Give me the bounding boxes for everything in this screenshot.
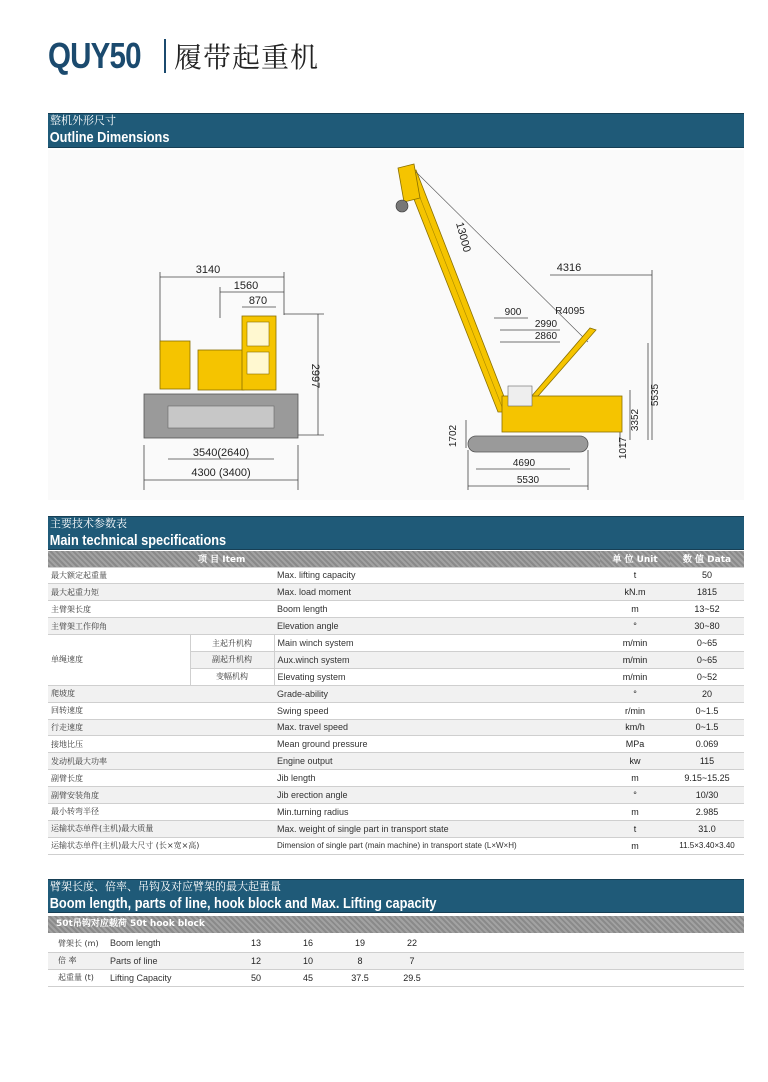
row-data: 0~1.5 [670,719,744,736]
title-cn: 履带起重机 [174,41,320,74]
table-row [48,685,744,702]
row-en: Engine output [274,753,600,770]
row-unit: kN.m [600,584,670,601]
boom-title-en: Boom length, parts of line, hook block and Max. Lifting capacity [49,895,437,912]
row-en: Min.turning radius [274,803,600,820]
row-en: Main winch system [274,635,600,652]
boom-filler [438,935,744,952]
row-unit: m/min [600,635,670,652]
row-data: 9.15~15.25 [670,770,744,787]
dim-crane-4690: 4690 [512,458,536,469]
row-data: 10/30 [670,787,744,804]
row-cn: 发动机最大功率 [48,753,274,770]
row-en: Swing speed [274,702,600,719]
row-en: Aux.winch system [274,651,600,668]
boom-value: 7 [386,952,438,969]
boom-value: 16 [282,935,334,952]
row-unit: t [600,567,670,584]
row-data: 30~80 [670,618,744,635]
header-data: 数 值 Data [670,551,744,567]
table-row [48,935,744,952]
model-name: QUY50 [48,35,141,76]
row-data: 115 [670,753,744,770]
row-cn: 接地比压 [48,736,274,753]
boom-row-en: Parts of line [110,952,230,969]
table-row [48,770,744,787]
row-unit: m [600,803,670,820]
dim-side-top: 3140 [195,264,221,276]
page-title [48,34,319,78]
boom-row-en: Boom length [110,935,230,952]
crane-drawing [48,150,744,500]
boom-shape [404,170,510,412]
row-unit: km/h [600,719,670,736]
row-cn: 运输状态单件(主机)最大尺寸 (长×宽×高) [48,837,274,854]
row-en: Jib erection angle [274,787,600,804]
row-en: Max. travel speed [274,719,600,736]
boom-filler [438,969,744,986]
boom-row-cn: 臂架长 (m) [48,935,110,952]
header-item: 项 目 Item [48,551,600,567]
row-en: Grade-ability [274,685,600,702]
row-unit: m/min [600,651,670,668]
row-data: 2.985 [670,803,744,820]
boom-header [48,879,744,913]
boom-value: 45 [282,969,334,986]
row-en: Elevating system [274,668,600,685]
dim-crane-3352: 3352 [630,408,641,432]
row-unit: MPa [600,736,670,753]
dim-crane-1017: 1017 [618,436,629,460]
row-unit: r/min [600,702,670,719]
cab-shape [160,341,190,389]
boom-value: 10 [282,952,334,969]
boom-value: 13 [230,935,282,952]
outline-title-cn: 整机外形尺寸 [50,114,116,127]
row-sub: 变幅机构 [190,668,274,685]
row-cn: 运输状态单件(主机)最大质量 [48,820,274,837]
row-unit: m [600,770,670,787]
hook-shape [396,200,408,212]
table-row [48,803,744,820]
row-cn: 最小转弯半径 [48,803,274,820]
row-cn: 爬坡度 [48,685,274,702]
row-data: 0~65 [670,635,744,652]
row-en: Mean ground pressure [274,736,600,753]
specs-title-cn: 主要技术参数表 [50,517,127,530]
boom-subheader: 50t吊钩对应载荷 50t hook block [48,916,744,933]
row-unit: ° [600,618,670,635]
specs-table [48,551,744,855]
boom-value: 37.5 [334,969,386,986]
boom-row-en: Lifting Capacity [110,969,230,986]
row-sub: 主起升机构 [190,635,274,652]
row-unit: t [600,820,670,837]
table-row [48,584,744,601]
row-en: Max. load moment [274,584,600,601]
dim-side-1560: 1560 [233,280,259,292]
table-row [48,837,744,854]
header-unit: 单 位 Unit [600,551,670,567]
dim-side-870: 870 [248,295,268,307]
row-cn: 回转速度 [48,702,274,719]
specs-header-row [48,551,744,567]
row-en: Max. weight of single part in transport state [274,820,600,837]
specs-title-en: Main technical specifications [49,532,227,549]
table-row [48,753,744,770]
row-unit: ° [600,787,670,804]
dim-side-width2: 4300 (3400) [191,467,251,479]
table-row [48,787,744,804]
dim-crane-radius: R4095 [555,306,585,317]
boom-value: 12 [230,952,282,969]
table-row [48,820,744,837]
row-data: 31.0 [670,820,744,837]
table-row [48,601,744,618]
outline-title-en: Outline Dimensions [49,129,170,146]
dim-crane-1702: 1702 [448,424,459,448]
boom-row-cn: 起重量 (t) [48,969,110,986]
dim-crane-2990: 2990 [534,319,558,330]
dim-side-width1: 3540(2640) [192,447,250,459]
row-data: 13~52 [670,601,744,618]
boom-value: 29.5 [386,969,438,986]
dim-side-height: 2997 [309,363,321,389]
table-row [48,567,744,584]
dim-boom-length: 13000 [453,220,473,254]
table-row [48,736,744,753]
table-row [48,719,744,736]
boom-title-cn: 臂架长度、倍率、吊钩及对应臂架的最大起重量 [50,880,281,893]
row-cn: 最大额定起重量 [48,567,274,584]
table-row [48,952,744,969]
outline-diagram [48,150,744,500]
row-en: Boom length [274,601,600,618]
row-cn: 主臂架工作仰角 [48,618,274,635]
boom-row-cn: 倍 率 [48,952,110,969]
outline-header [48,113,744,148]
table-row [48,969,744,986]
row-cn-group: 单绳速度 [48,635,190,686]
boom-value: 50 [230,969,282,986]
row-data: 0.069 [670,736,744,753]
row-data: 20 [670,685,744,702]
row-cn: 副臂长度 [48,770,274,787]
dim-crane-5530: 5530 [516,475,540,486]
row-unit: m [600,837,670,854]
row-cn: 主臂架长度 [48,601,274,618]
title-separator [164,39,166,73]
row-data: 1815 [670,584,744,601]
boom-value: 22 [386,935,438,952]
specs-header [48,516,744,550]
row-en: Elevation angle [274,618,600,635]
table-row [48,635,744,652]
row-cn: 副臂安装角度 [48,787,274,804]
boom-table [48,935,744,987]
row-unit: m/min [600,668,670,685]
boom-value: 8 [334,952,386,969]
boom-value: 19 [334,935,386,952]
row-unit: kw [600,753,670,770]
boom-filler [438,952,744,969]
row-data: 50 [670,567,744,584]
dim-crane-900: 900 [504,307,522,318]
row-data: 0~1.5 [670,702,744,719]
dim-crane-2860: 2860 [534,331,558,342]
table-row [48,618,744,635]
row-data: 0~65 [670,651,744,668]
row-sub: 副起升机构 [190,651,274,668]
row-unit: ° [600,685,670,702]
row-data: 11.5×3.40×3.40 [670,837,744,854]
row-en: Dimension of single part (main machine) in transport state (L×W×H) [274,837,600,854]
row-data: 0~52 [670,668,744,685]
row-unit: m [600,601,670,618]
row-cn: 最大起重力矩 [48,584,274,601]
row-en: Jib length [274,770,600,787]
row-en: Max. lifting capacity [274,567,600,584]
row-cn: 行走速度 [48,719,274,736]
table-row [48,702,744,719]
dim-crane-4316: 4316 [556,262,582,274]
dim-crane-5535: 5535 [650,383,661,407]
